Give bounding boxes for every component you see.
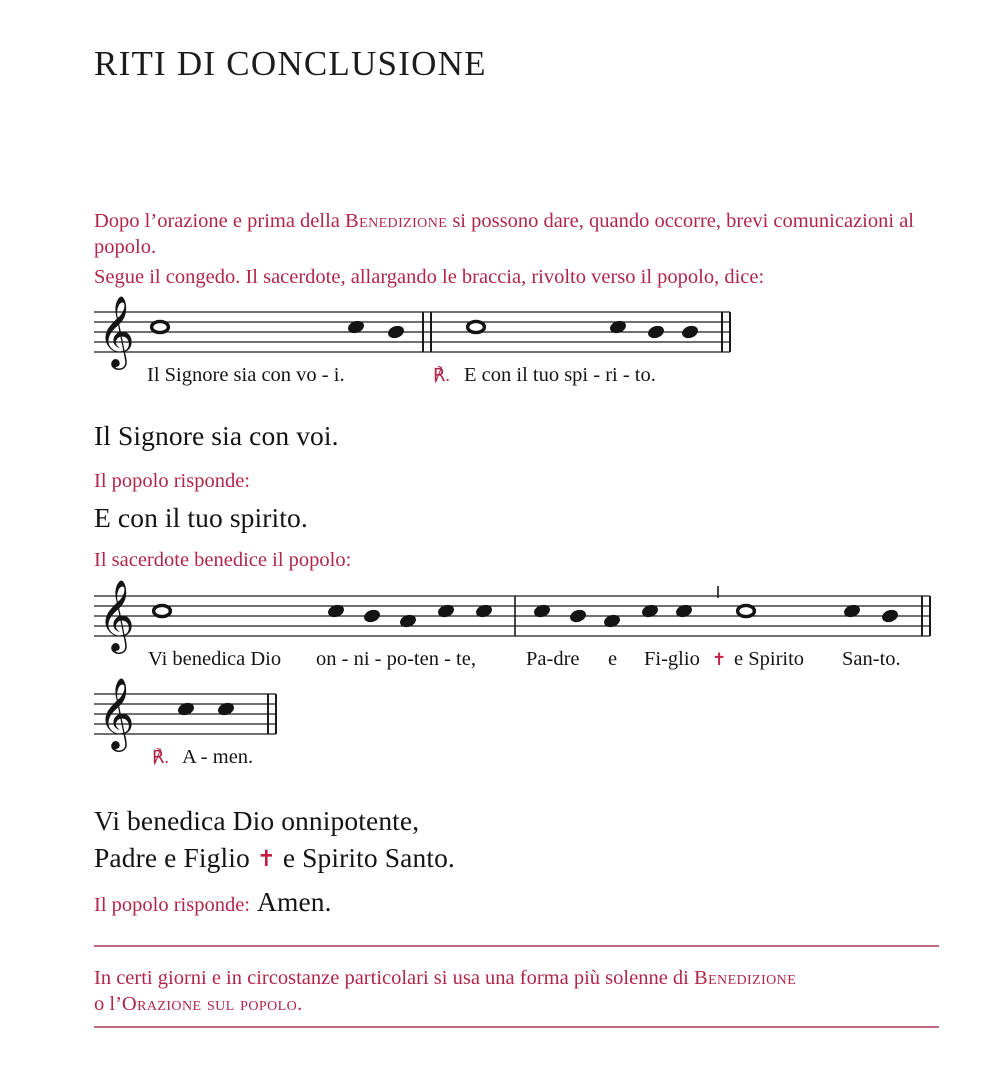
treble-clef-icon: 𝄞 [98, 676, 135, 749]
quarter-note [346, 319, 365, 336]
quarter-note [386, 324, 405, 341]
quarter-note [602, 613, 621, 630]
rubric-people-respond-1: Il popolo risponde: [94, 470, 251, 492]
priest-greeting-line: Il Signore sia con voi. [94, 420, 339, 451]
people-amen-row [94, 884, 332, 919]
response-mark-icon: ℟. [433, 365, 450, 385]
treble-clef-icon: 𝄞 [98, 578, 135, 651]
staff-lines [94, 312, 730, 352]
whole-note [738, 605, 755, 616]
lyric-padre: Pa-dre [526, 648, 580, 670]
whole-note [154, 605, 171, 616]
treble-clef-icon: 𝄞 [98, 294, 135, 367]
cross-icon: ✝ [256, 846, 276, 872]
lyric-measure-1: Il Signore sia con vo - i. [147, 364, 345, 386]
quarter-note [680, 324, 699, 341]
blessing-line-2-a: Padre e Figlio [94, 842, 257, 873]
whole-note [152, 321, 169, 332]
footer-rule-bottom [94, 1026, 939, 1028]
blessing-line-1: Vi benedica Dio onnipotente, [94, 805, 420, 836]
lyric-e-1: e [608, 648, 618, 670]
chant-staff-amen [94, 678, 294, 770]
rubric-people-respond-2: Il popolo risponde: [94, 894, 251, 916]
blessing-line-2 [94, 840, 455, 875]
intro-rubric-line2: Segue il congedo. Il sacerdote, allargando le braccia, rivolto verso il popolo, dice: [94, 266, 765, 288]
lyric-santo: San-to. [842, 648, 901, 670]
chant-staff-greeting-svg [94, 296, 734, 388]
footer-rubric-paragraph [94, 965, 939, 1017]
quarter-note [474, 603, 493, 620]
lyric-vi-benedica-dio: Vi benedica Dio [148, 648, 282, 670]
chant-staff-amen-svg [94, 678, 294, 770]
quarter-note [436, 603, 455, 620]
whole-note [468, 321, 485, 332]
intro-rubric-benedizione-smallcaps: Benedizione [345, 210, 448, 232]
staff-lines [94, 596, 930, 636]
lyric-onnipotente: on - ni - po-ten - te, [316, 648, 476, 670]
quarter-note [326, 603, 345, 620]
lyric-figlio: Fi-glio [644, 648, 700, 670]
intro-rubric-text-a: Dopo l’orazione e prima della [94, 210, 346, 232]
amen-word [250, 886, 332, 917]
lyric-amen: A - men. [182, 746, 254, 768]
quarter-note [608, 319, 627, 336]
quarter-note [532, 603, 551, 620]
quarter-note [880, 608, 899, 625]
quarter-note [362, 608, 381, 625]
quarter-note [640, 603, 659, 620]
quarter-note [398, 613, 417, 630]
quarter-note [842, 603, 861, 620]
footer-rubric-benedizione-smallcaps: Benedizione [694, 967, 797, 989]
footer-rubric-text-a: In certi giorni e in circostanze particolari si usa una forma più solenne di [94, 967, 694, 989]
blessing-notes-phrase-2 [532, 586, 899, 629]
lyric-e-spirito: e Spirito [734, 648, 805, 670]
chant-staff-greeting [94, 296, 734, 388]
quarter-note [216, 701, 235, 718]
page-title: RITI DI CONCLUSIONE [94, 44, 487, 83]
footer-rubric-text-b: o l’ [94, 993, 122, 1016]
quarter-note [568, 608, 587, 625]
people-response-line: E con il tuo spirito. [94, 502, 308, 533]
lyric-measure-2: E con il tuo spi - ri - to. [464, 364, 656, 386]
quarter-note [646, 324, 665, 341]
rubric-priest-blesses: Il sacerdote benedice il popolo: [94, 549, 352, 571]
quarter-note [674, 603, 693, 620]
quarter-note [176, 701, 195, 718]
footer-rubric-text-c: . [297, 993, 303, 1016]
chant-staff-blessing-svg [94, 580, 934, 672]
cross-icon: ✝ [712, 650, 727, 669]
intro-rubric-text-b: si possono dare, quando occorre, brevi comunicazioni al popolo. [94, 210, 914, 259]
chant-staff-blessing [94, 580, 934, 672]
intro-rubric-paragraph [94, 208, 939, 260]
response-mark-icon: ℟. [152, 747, 169, 767]
footer-rule-top [94, 945, 939, 947]
amen-notes [176, 701, 235, 718]
blessing-line-2-b: e Spirito Santo. [275, 842, 455, 873]
amen-text: Amen. [257, 886, 332, 917]
footer-rubric-orazione-smallcaps: Orazione sul popolo [121, 993, 298, 1016]
